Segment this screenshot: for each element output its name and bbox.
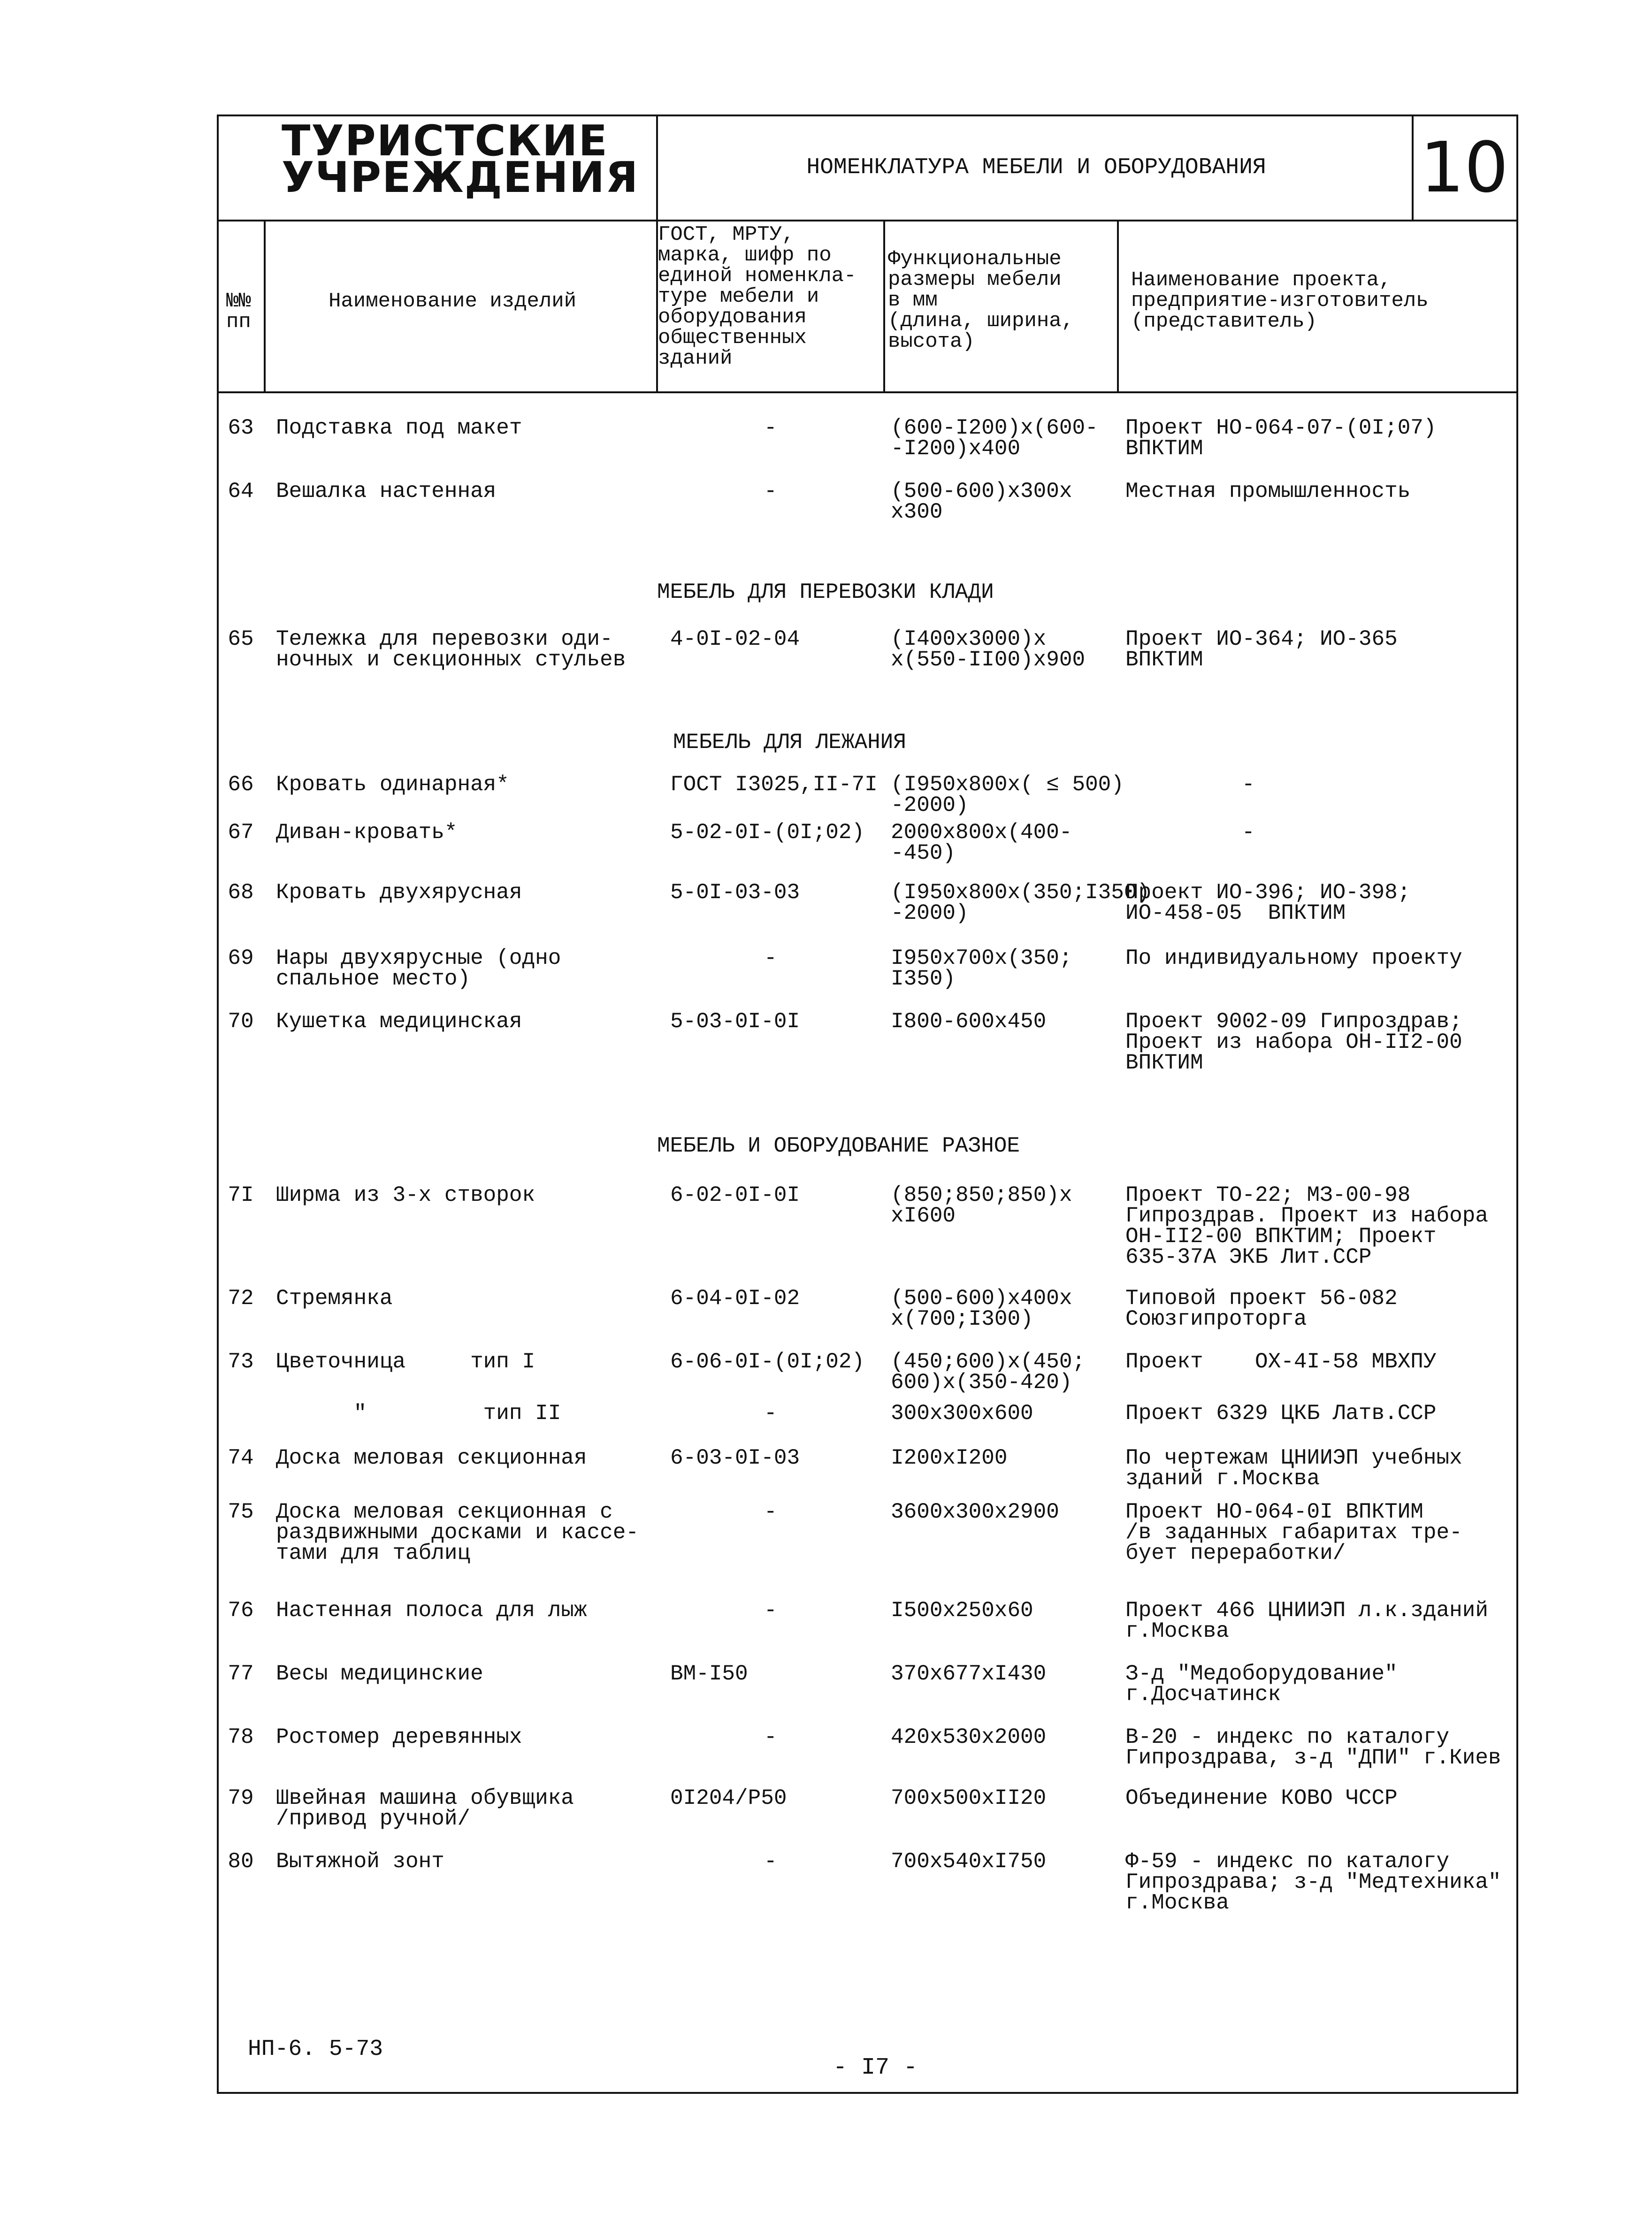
column-header-gost-line: марка, шифр по bbox=[658, 244, 832, 267]
item-dimensions bbox=[891, 1788, 1046, 1809]
item-gost-line: - bbox=[764, 1401, 777, 1426]
item-name-line: Кушетка медицинская bbox=[276, 1009, 522, 1034]
item-manufacturer bbox=[1125, 418, 1437, 459]
item-gost bbox=[764, 948, 777, 969]
item-gost-line: - bbox=[764, 416, 777, 440]
row-number bbox=[224, 1727, 257, 1748]
item-gost bbox=[670, 1448, 800, 1468]
item-gost bbox=[764, 1727, 777, 1748]
item-manufacturer-line: Гипроздрава; з-д "Медтехника" bbox=[1125, 1870, 1501, 1894]
item-manufacturer-line: Типовой проект 56-082 bbox=[1125, 1286, 1398, 1311]
item-name-line: Настенная полоса для лыж bbox=[276, 1598, 587, 1623]
row-number-line: 80 bbox=[228, 1849, 254, 1874]
item-manufacturer-line: Объединение КОВО ЧССР bbox=[1125, 1786, 1398, 1810]
item-dimensions-line: (850;850;850)x bbox=[891, 1183, 1072, 1207]
item-dimensions-line: I800-600x450 bbox=[891, 1009, 1047, 1034]
item-name-line: Цветочница тип I bbox=[276, 1350, 535, 1374]
column-header-manufacturer-line: Наименование проекта, bbox=[1131, 268, 1392, 292]
item-manufacturer bbox=[1242, 822, 1255, 843]
series-title-line2: УЧРЕЖДЕНИЯ bbox=[282, 153, 639, 202]
item-name bbox=[276, 629, 626, 670]
item-manufacturer-line: Проект из набора ОН-II2-00 bbox=[1125, 1030, 1462, 1054]
item-name bbox=[276, 418, 522, 438]
item-gost-line: ГОСТ I3025,II-7I bbox=[670, 772, 878, 797]
item-manufacturer-line: ВПКТИМ bbox=[1125, 1051, 1203, 1075]
item-dimensions-line: x(550-II00)x900 bbox=[891, 648, 1086, 672]
row-number bbox=[224, 822, 257, 843]
item-dimensions bbox=[891, 481, 1072, 522]
row-number-line: 63 bbox=[228, 416, 254, 440]
item-manufacturer-line: ВПКТИМ bbox=[1125, 648, 1203, 672]
item-gost-line: 5-0I-03-03 bbox=[670, 880, 800, 905]
row-number-line: 72 bbox=[228, 1286, 254, 1311]
item-gost-line: - bbox=[764, 1598, 777, 1623]
item-gost-line: 6-06-0I-(0I;02) bbox=[670, 1350, 865, 1374]
row-number bbox=[224, 1185, 257, 1206]
column-header-manufacturer-line: (представитель) bbox=[1131, 310, 1317, 333]
item-manufacturer-line: Проект 6329 ЦКБ Латв.ССР bbox=[1125, 1401, 1437, 1426]
item-dimensions bbox=[891, 1502, 1059, 1522]
row-number-line: 7I bbox=[228, 1183, 254, 1207]
item-dimensions bbox=[891, 1185, 1072, 1226]
row-number bbox=[224, 1664, 257, 1684]
item-dimensions bbox=[891, 774, 1124, 816]
row-number bbox=[224, 481, 257, 502]
item-dimensions bbox=[891, 1727, 1046, 1748]
item-dimensions-line: (I400x3000)x bbox=[891, 627, 1047, 651]
row-number bbox=[224, 1011, 257, 1032]
item-dimensions-line: I950x700x(350; bbox=[891, 946, 1072, 970]
column-header-number-line: №№ bbox=[226, 290, 251, 313]
item-gost-line: 6-02-0I-0I bbox=[670, 1183, 800, 1207]
item-manufacturer-line: Проект ИО-364; ИО-365 bbox=[1125, 627, 1398, 651]
column-header-dimensions bbox=[888, 249, 1074, 352]
item-gost-line: - bbox=[764, 946, 777, 970]
item-manufacturer-line: Проект НО-064-0I ВПКТИМ bbox=[1125, 1500, 1423, 1524]
item-dimensions bbox=[891, 1448, 1007, 1468]
item-dimensions-line: 600)x(350-420) bbox=[891, 1370, 1072, 1395]
item-dimensions-line: 2000x800x(400- bbox=[891, 820, 1072, 845]
item-gost-line: - bbox=[764, 1725, 777, 1749]
item-manufacturer bbox=[1125, 1448, 1462, 1489]
item-manufacturer bbox=[1125, 629, 1398, 670]
item-name-line: ночных и секционных стульев bbox=[276, 648, 626, 672]
item-manufacturer-line: Гипроздрава, з-д "ДПИ" г.Киев bbox=[1125, 1746, 1501, 1770]
item-name bbox=[276, 1664, 483, 1684]
item-gost-line: ВМ-I50 bbox=[670, 1662, 748, 1686]
column-header-gost-line: зданий bbox=[658, 347, 733, 370]
item-name-line: Нары двухярусные (одно bbox=[276, 946, 561, 970]
item-manufacturer-line: По индивидуальному проекту bbox=[1125, 946, 1462, 970]
item-name bbox=[276, 774, 509, 795]
column-header-manufacturer bbox=[1131, 270, 1429, 332]
column-header-dimensions-line: в мм bbox=[888, 289, 938, 312]
item-gost-line: 5-03-0I-0I bbox=[670, 1009, 800, 1034]
item-dimensions-line: (500-600)x300x bbox=[891, 479, 1072, 504]
item-manufacturer-line: г.Досчатинск bbox=[1125, 1682, 1281, 1707]
column-header-number bbox=[226, 291, 251, 332]
row-number-line: 66 bbox=[228, 772, 254, 797]
item-manufacturer-line: - bbox=[1242, 772, 1255, 797]
item-dimensions bbox=[891, 1011, 1046, 1032]
item-gost bbox=[670, 1788, 787, 1809]
item-name bbox=[276, 1788, 574, 1829]
column-header-divider bbox=[217, 391, 1518, 393]
item-manufacturer bbox=[1242, 774, 1255, 795]
row-number bbox=[224, 1288, 257, 1309]
item-manufacturer bbox=[1125, 948, 1462, 969]
item-dimensions-line: (500-600)x400x bbox=[891, 1286, 1072, 1311]
item-manufacturer-line: бует переработки/ bbox=[1125, 1541, 1346, 1565]
item-name-line: /привод ручной/ bbox=[276, 1807, 471, 1831]
row-number-line: 75 bbox=[228, 1500, 254, 1524]
item-manufacturer bbox=[1125, 1185, 1488, 1267]
item-gost-line: - bbox=[764, 479, 777, 504]
row-number-line: 68 bbox=[228, 880, 254, 905]
row-number-line: 78 bbox=[228, 1725, 254, 1749]
row-number-line: 77 bbox=[228, 1662, 254, 1686]
item-manufacturer bbox=[1125, 1727, 1501, 1768]
item-manufacturer bbox=[1125, 481, 1410, 502]
item-gost bbox=[670, 629, 800, 649]
item-name bbox=[276, 481, 496, 502]
item-dimensions-line: I200xI200 bbox=[891, 1446, 1008, 1470]
item-name bbox=[276, 882, 522, 903]
row-number bbox=[224, 1600, 257, 1621]
item-gost-line: - bbox=[764, 1500, 777, 1524]
row-number bbox=[224, 882, 257, 903]
item-name-line: Подставка под макет bbox=[276, 416, 522, 440]
item-manufacturer-line: По чертежам ЦНИИЭП учебных bbox=[1125, 1446, 1462, 1470]
item-manufacturer-line: зданий г.Москва bbox=[1125, 1466, 1320, 1491]
column-header-dimensions-line: (длина, ширина, bbox=[888, 309, 1074, 333]
item-dimensions-line: -2000) bbox=[891, 793, 969, 817]
item-manufacturer bbox=[1125, 1403, 1437, 1424]
item-dimensions-line: 700x540xI750 bbox=[891, 1849, 1047, 1874]
item-manufacturer-line: З-д "Медоборудование" bbox=[1125, 1662, 1398, 1686]
column-header-gost-line: единой номенкла- bbox=[658, 264, 857, 288]
item-name bbox=[276, 1011, 522, 1032]
section-heading: МЕБЕЛЬ ДЛЯ ПЕРЕВОЗКИ КЛАДИ bbox=[657, 580, 994, 604]
item-manufacturer bbox=[1125, 1851, 1501, 1913]
column-header-name bbox=[329, 291, 576, 312]
item-name-line: Диван-кровать* bbox=[276, 820, 458, 845]
column-header-name-line: Наименование изделий bbox=[329, 290, 577, 313]
item-name-line: Вешалка настенная bbox=[276, 479, 497, 504]
row-number bbox=[224, 1502, 257, 1522]
item-dimensions-line: 300x300x600 bbox=[891, 1401, 1033, 1426]
item-gost-line: 0I204/P50 bbox=[670, 1786, 787, 1810]
row-number bbox=[224, 774, 257, 795]
series-title bbox=[282, 116, 639, 202]
col-sep-no bbox=[264, 220, 266, 393]
item-gost-line: 4-0I-02-04 bbox=[670, 627, 800, 651]
item-manufacturer-line: ВПКТИМ bbox=[1125, 436, 1203, 461]
column-header-number-line: пп bbox=[226, 310, 251, 334]
item-name bbox=[276, 822, 457, 843]
item-gost bbox=[764, 1600, 777, 1621]
row-number bbox=[224, 629, 257, 649]
row-number bbox=[224, 1448, 257, 1468]
row-number-line: 64 bbox=[228, 479, 254, 504]
item-manufacturer bbox=[1125, 1288, 1398, 1329]
item-dimensions-line: x(700;I300) bbox=[891, 1307, 1033, 1331]
page-footer-number: - I7 - bbox=[833, 2054, 918, 2081]
item-dimensions-line: 370x677xI430 bbox=[891, 1662, 1047, 1686]
item-name-line: спальное место) bbox=[276, 967, 471, 991]
item-dimensions-line: (I950x800x(350;I350) bbox=[891, 880, 1150, 905]
item-gost bbox=[670, 822, 864, 843]
row-number-line: 67 bbox=[228, 820, 254, 845]
item-manufacturer-line: Местная промышленность bbox=[1125, 479, 1411, 504]
item-manufacturer bbox=[1125, 1664, 1398, 1705]
item-name bbox=[276, 1600, 587, 1621]
item-gost bbox=[764, 418, 777, 438]
item-gost-line: 5-02-0I-(0I;02) bbox=[670, 820, 865, 845]
row-number bbox=[224, 1351, 257, 1372]
item-name-line: Кровать одинарная* bbox=[276, 772, 509, 797]
item-manufacturer bbox=[1125, 1502, 1462, 1564]
item-dimensions-line: -450) bbox=[891, 841, 956, 865]
item-manufacturer bbox=[1125, 882, 1410, 924]
item-name bbox=[276, 1851, 444, 1872]
item-manufacturer bbox=[1125, 1600, 1488, 1641]
row-number-line: 70 bbox=[228, 1009, 254, 1034]
col-sep-gost bbox=[883, 220, 885, 393]
item-manufacturer-line: Гипроздрав. Проект из набора bbox=[1125, 1204, 1488, 1228]
item-name bbox=[276, 1403, 561, 1424]
item-manufacturer-line: г.Москва bbox=[1125, 1619, 1229, 1643]
row-number-line: 73 bbox=[228, 1350, 254, 1374]
item-gost bbox=[764, 1851, 777, 1872]
item-dimensions-line: 700x500xII20 bbox=[891, 1786, 1047, 1810]
item-dimensions bbox=[891, 1288, 1072, 1329]
item-name-line: Ширма из 3-х створок bbox=[276, 1183, 535, 1207]
document-title: НОМЕНКЛАТУРА МЕБЕЛИ И ОБОРУДОВАНИЯ bbox=[806, 155, 1266, 180]
item-dimensions-line: -2000) bbox=[891, 901, 969, 925]
item-name-line: Стремянка bbox=[276, 1286, 393, 1311]
item-gost bbox=[764, 481, 777, 502]
item-name-line: Доска меловая секционная с bbox=[276, 1500, 613, 1524]
item-dimensions-line: (600-I200)x(600- bbox=[891, 416, 1098, 440]
item-manufacturer-line: ИО-458-05 ВПКТИМ bbox=[1125, 901, 1346, 925]
col-sep-dims bbox=[1117, 220, 1119, 393]
item-dimensions-line: -I200)x400 bbox=[891, 436, 1021, 461]
row-number-line: 76 bbox=[228, 1598, 254, 1623]
row-number-line: 74 bbox=[228, 1446, 254, 1470]
item-gost bbox=[670, 882, 800, 903]
item-gost bbox=[670, 1288, 800, 1309]
item-name-line: Швейная машина обувщика bbox=[276, 1786, 574, 1810]
item-name-line: " тип II bbox=[276, 1401, 561, 1426]
item-manufacturer-line: ОН-II2-00 ВПКТИМ; Проект bbox=[1125, 1224, 1437, 1249]
item-manufacturer-line: Проект ИО-396; ИО-398; bbox=[1125, 880, 1411, 905]
item-dimensions bbox=[891, 1600, 1033, 1621]
item-manufacturer-line: В-20 - индекс по каталогу bbox=[1125, 1725, 1450, 1749]
item-gost bbox=[670, 1351, 864, 1372]
series-title-line1: ТУРИСТСКИЕ bbox=[282, 116, 608, 166]
column-header-gost-line: туре мебели и bbox=[658, 285, 819, 308]
item-name bbox=[276, 1502, 639, 1564]
item-manufacturer-line: Проект ТО-22; МЗ-00-98 bbox=[1125, 1183, 1411, 1207]
item-manufacturer-line: Проект 466 ЦНИИЭП л.к.зданий bbox=[1125, 1598, 1488, 1623]
item-manufacturer-line: Проект 9002-09 Гипроздрав; bbox=[1125, 1009, 1462, 1034]
item-gost-line: - bbox=[764, 1849, 777, 1874]
item-gost-line: 6-03-0I-03 bbox=[670, 1446, 800, 1470]
item-gost bbox=[670, 774, 878, 795]
row-number bbox=[224, 418, 257, 438]
item-manufacturer-line: 635-37А ЭКБ Лит.ССР bbox=[1125, 1245, 1372, 1269]
item-name bbox=[276, 1351, 535, 1372]
item-name bbox=[276, 1727, 522, 1748]
item-manufacturer bbox=[1125, 1788, 1398, 1809]
sheet-number: 10 bbox=[1420, 127, 1509, 208]
header-divider bbox=[217, 220, 1518, 221]
item-manufacturer-line: Ф-59 - индекс по каталогу bbox=[1125, 1849, 1450, 1874]
item-dimensions-line: 420x530x2000 bbox=[891, 1725, 1047, 1749]
item-dimensions bbox=[891, 418, 1098, 459]
item-manufacturer-line: Союзгипроторга bbox=[1125, 1307, 1307, 1331]
column-header-gost-line: оборудования bbox=[658, 305, 807, 329]
item-name-line: Доска меловая секционная bbox=[276, 1446, 587, 1470]
item-dimensions-line: 3600x300x2900 bbox=[891, 1500, 1059, 1524]
item-dimensions-line: I350) bbox=[891, 967, 956, 991]
item-dimensions bbox=[891, 1664, 1046, 1684]
item-dimensions-line: I500x250x60 bbox=[891, 1598, 1033, 1623]
item-dimensions-line: (450;600)x(450; bbox=[891, 1350, 1086, 1374]
item-name bbox=[276, 1185, 535, 1206]
item-manufacturer-line: - bbox=[1242, 820, 1255, 845]
column-header-gost bbox=[658, 224, 856, 369]
column-header-gost-line: ГОСТ, МРТУ, bbox=[658, 223, 795, 246]
item-name-line: Кровать двухярусная bbox=[276, 880, 522, 905]
item-dimensions bbox=[891, 1403, 1033, 1424]
item-gost bbox=[764, 1502, 777, 1522]
item-name bbox=[276, 948, 561, 989]
item-gost bbox=[764, 1403, 777, 1424]
item-name-line: тами для таблиц bbox=[276, 1541, 471, 1565]
item-gost bbox=[670, 1664, 748, 1684]
item-name-line: Тележка для перевозки оди- bbox=[276, 627, 613, 651]
row-number-line: 69 bbox=[228, 946, 254, 970]
item-name bbox=[276, 1288, 392, 1309]
item-dimensions-line: x300 bbox=[891, 500, 943, 524]
item-name-line: Весы медицинские bbox=[276, 1662, 483, 1686]
row-number bbox=[224, 1851, 257, 1872]
section-heading: МЕБЕЛЬ ДЛЯ ЛЕЖАНИЯ bbox=[673, 730, 906, 755]
item-dimensions-line: xI600 bbox=[891, 1204, 956, 1228]
item-dimensions bbox=[891, 822, 1072, 863]
header-separator-1 bbox=[656, 114, 658, 221]
item-gost-line: 6-04-0I-02 bbox=[670, 1286, 800, 1311]
item-manufacturer-line: /в заданных габаритах тре- bbox=[1125, 1520, 1462, 1545]
item-manufacturer-line: г.Москва bbox=[1125, 1891, 1229, 1915]
item-manufacturer bbox=[1125, 1351, 1437, 1372]
item-manufacturer-line: Проект ОХ-4I-58 МВХПУ bbox=[1125, 1350, 1437, 1374]
item-dimensions bbox=[891, 1351, 1085, 1393]
item-name bbox=[276, 1448, 587, 1468]
item-dimensions bbox=[891, 629, 1085, 670]
column-header-manufacturer-line: предприятие-изготовитель bbox=[1131, 289, 1429, 313]
document-code: НП-6. 5-73 bbox=[248, 2037, 383, 2062]
item-manufacturer bbox=[1125, 1011, 1462, 1073]
item-name-line: Ростомер деревянных bbox=[276, 1725, 522, 1749]
item-dimensions bbox=[891, 948, 1072, 989]
item-dimensions-line: (I950x800x( ≤ 500) bbox=[891, 772, 1124, 797]
item-manufacturer-line: Проект НО-064-07-(0I;07) bbox=[1125, 416, 1437, 440]
section-heading: МЕБЕЛЬ И ОБОРУДОВАНИЕ РАЗНОЕ bbox=[657, 1134, 1020, 1158]
column-header-dimensions-line: размеры мебели bbox=[888, 268, 1062, 291]
item-dimensions bbox=[891, 882, 1150, 924]
column-header-dimensions-line: Функциональные bbox=[888, 247, 1062, 271]
row-number-line: 65 bbox=[228, 627, 254, 651]
column-header-dimensions-line: высота) bbox=[888, 330, 975, 353]
header-separator-2 bbox=[1412, 114, 1414, 221]
item-name-line: раздвижными досками и кассе- bbox=[276, 1520, 639, 1545]
item-name-line: Вытяжной зонт bbox=[276, 1849, 444, 1874]
item-dimensions bbox=[891, 1851, 1046, 1872]
item-gost bbox=[670, 1011, 800, 1032]
row-number-line: 79 bbox=[228, 1786, 254, 1810]
row-number bbox=[224, 948, 257, 969]
column-header-gost-line: общественных bbox=[658, 326, 807, 350]
item-gost bbox=[670, 1185, 800, 1206]
row-number bbox=[224, 1788, 257, 1809]
